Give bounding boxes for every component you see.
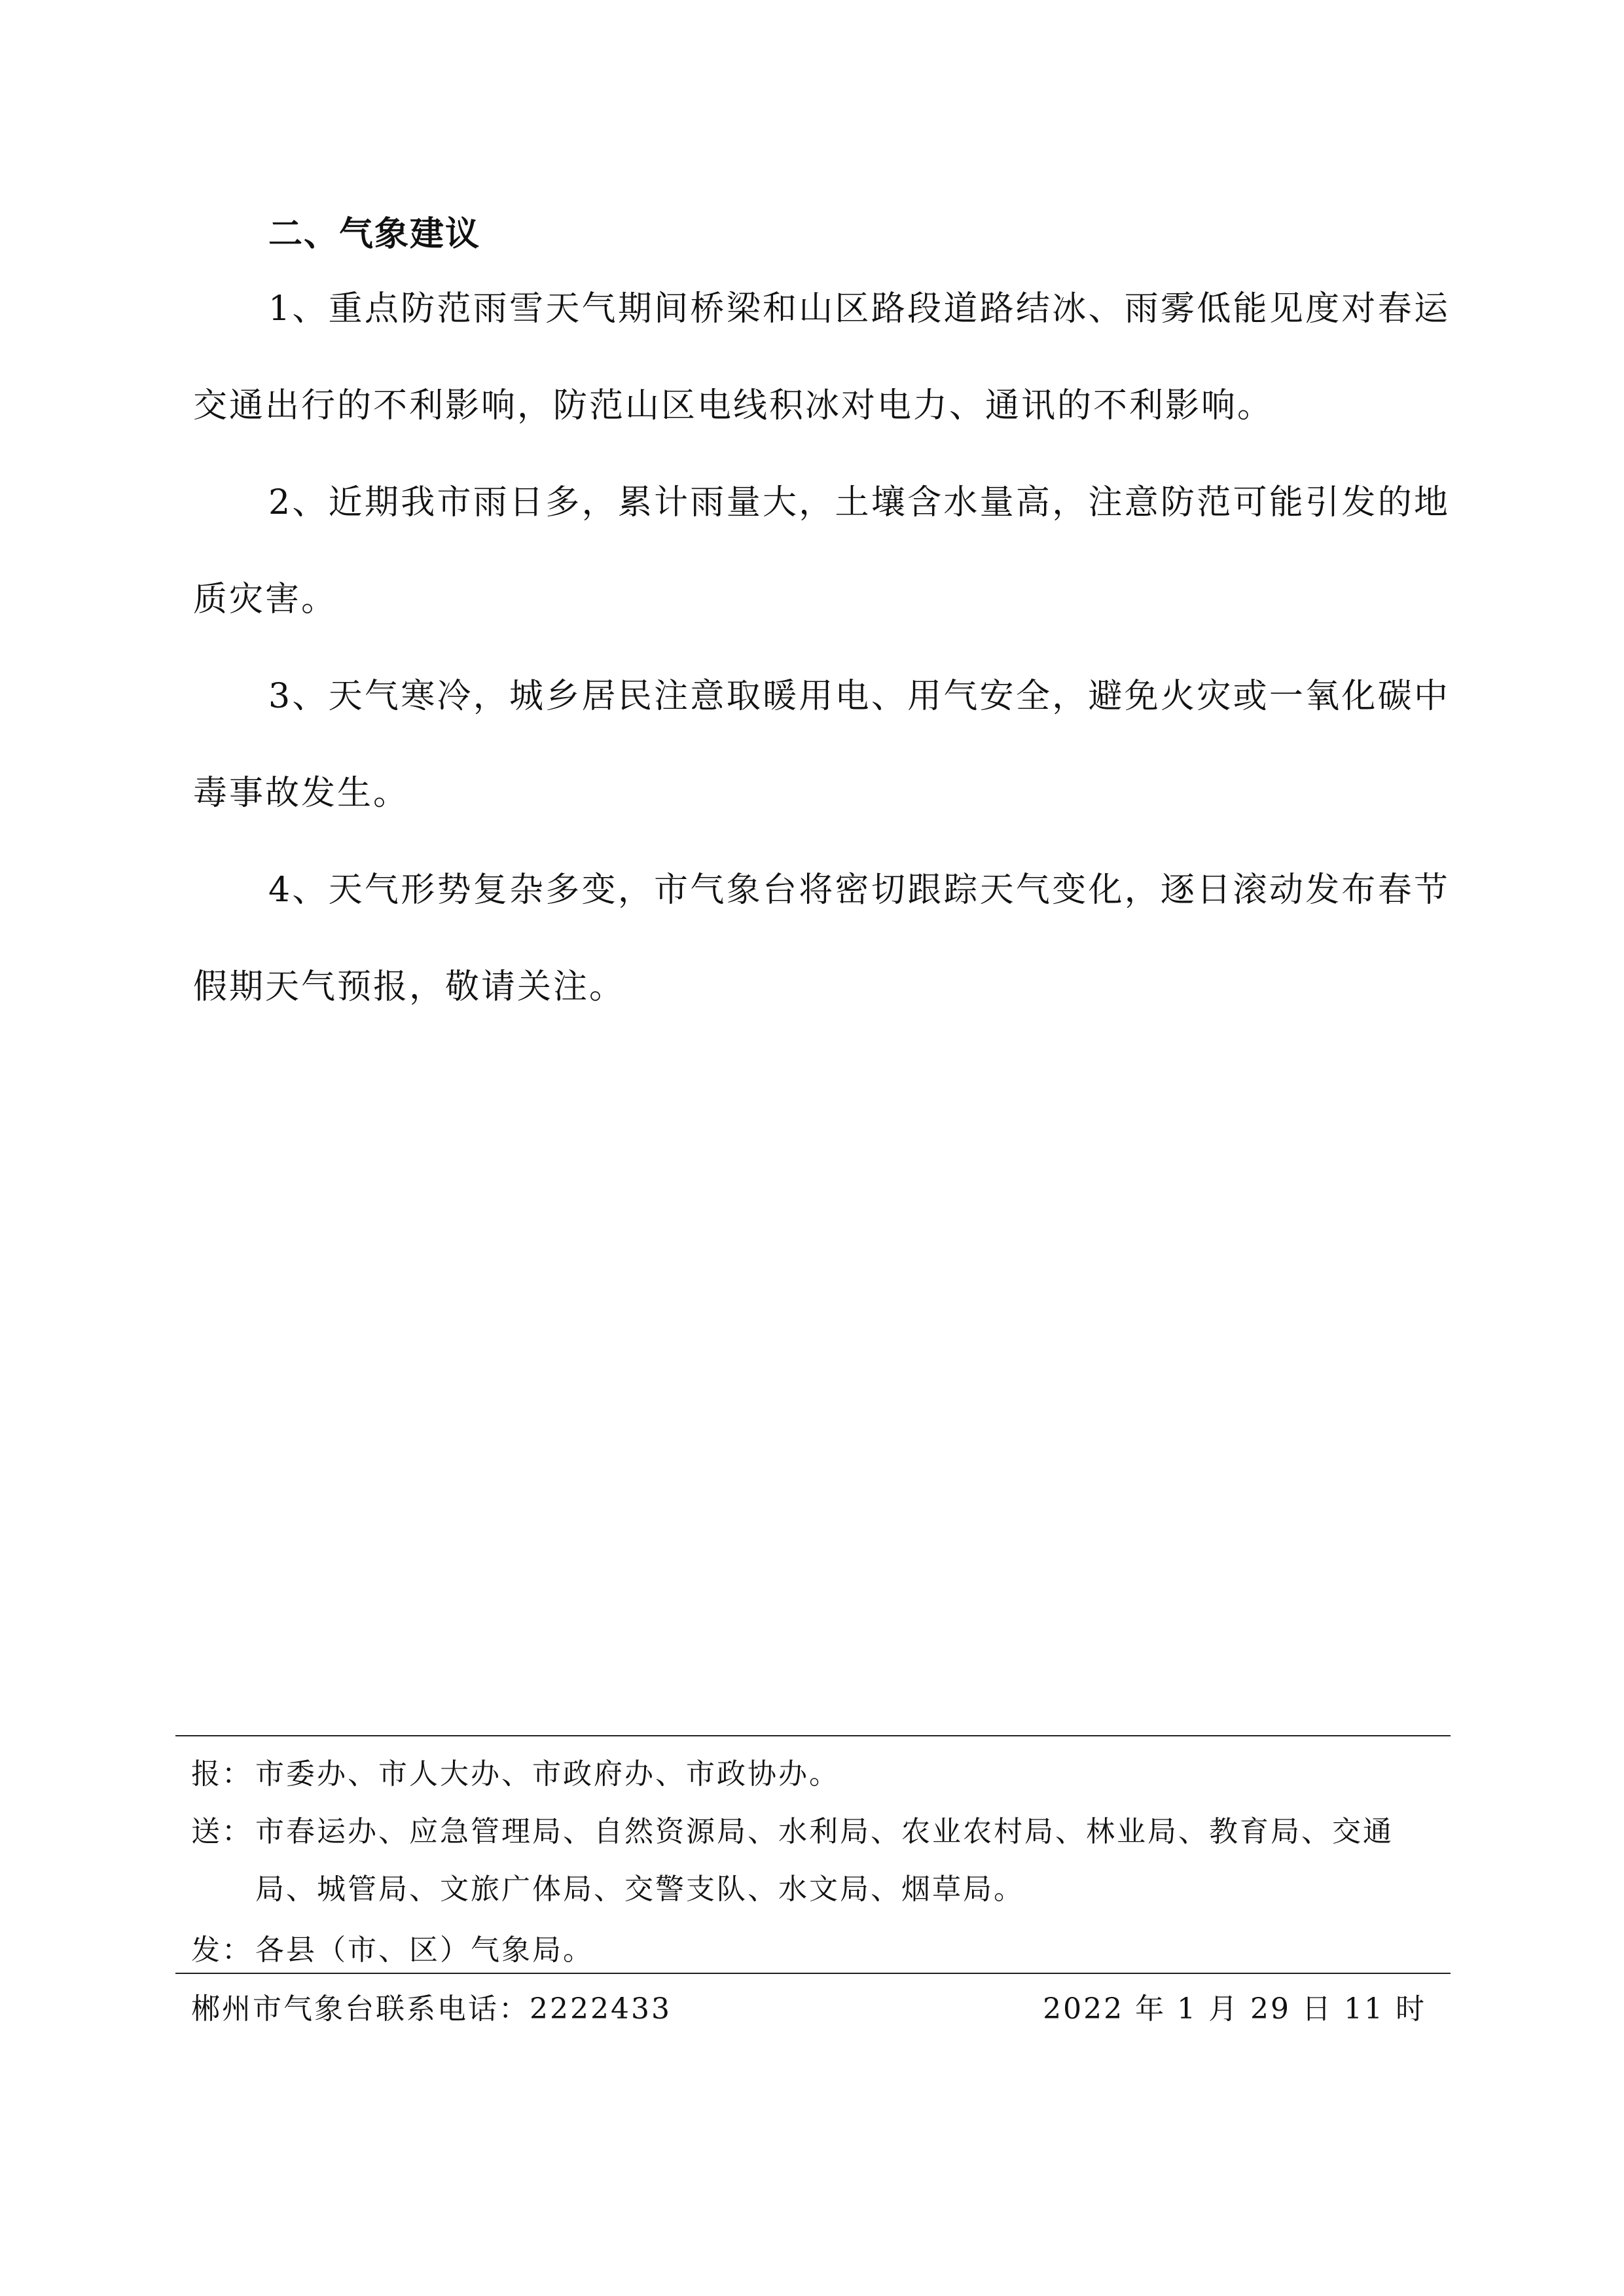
send-to-label: 送： [191, 1815, 253, 1848]
suggestion-paragraph-1: 1、重点防范雨雪天气期间桥梁和山区路段道路结冰、雨雾低能见度对春运交通出行的不利影响，防范山区电线积冰对电力、通讯的不利影响。 [193, 289, 1450, 425]
issue-date: 2022 年 1 月 29 日 11 时 [1043, 1992, 1426, 2026]
suggestion-paragraph-2: 2、近期我市雨日多，累计雨量大，土壤含水量高，注意防范可能引发的地质灾害。 [193, 483, 1450, 619]
send-to-value-line-1: 市春运办、应急管理局、自然资源局、水利局、农业农村局、林业局、教育局、交通 [255, 1815, 1394, 1848]
distribution-top-divider [175, 1735, 1451, 1736]
contact-phone: 郴州市气象台联系电话：2222433 [191, 1992, 672, 2026]
section-title: 二、气象建议 [268, 215, 481, 254]
issue-to-value: 各县（市、区）气象局。 [255, 1933, 594, 1967]
report-to-label: 报： [191, 1757, 253, 1791]
footer-divider [175, 1973, 1451, 1974]
issue-to-label: 发： [191, 1933, 253, 1967]
suggestion-paragraph-3: 3、天气寒冷，城乡居民注意取暖用电、用气安全，避免火灾或一氧化碳中毒事故发生。 [193, 677, 1450, 813]
suggestion-paragraph-4: 4、天气形势复杂多变，市气象台将密切跟踪天气变化，逐日滚动发布春节假期天气预报，敬请关注。 [193, 870, 1450, 1007]
send-to-value-line-2: 局、城管局、文旅广体局、交警支队、水文局、烟草局。 [255, 1873, 1024, 1906]
report-to-value: 市委办、市人大办、市政府办、市政协办。 [255, 1757, 840, 1791]
distribution-send-to [191, 1801, 1394, 1863]
distribution-report-to [191, 1743, 840, 1806]
